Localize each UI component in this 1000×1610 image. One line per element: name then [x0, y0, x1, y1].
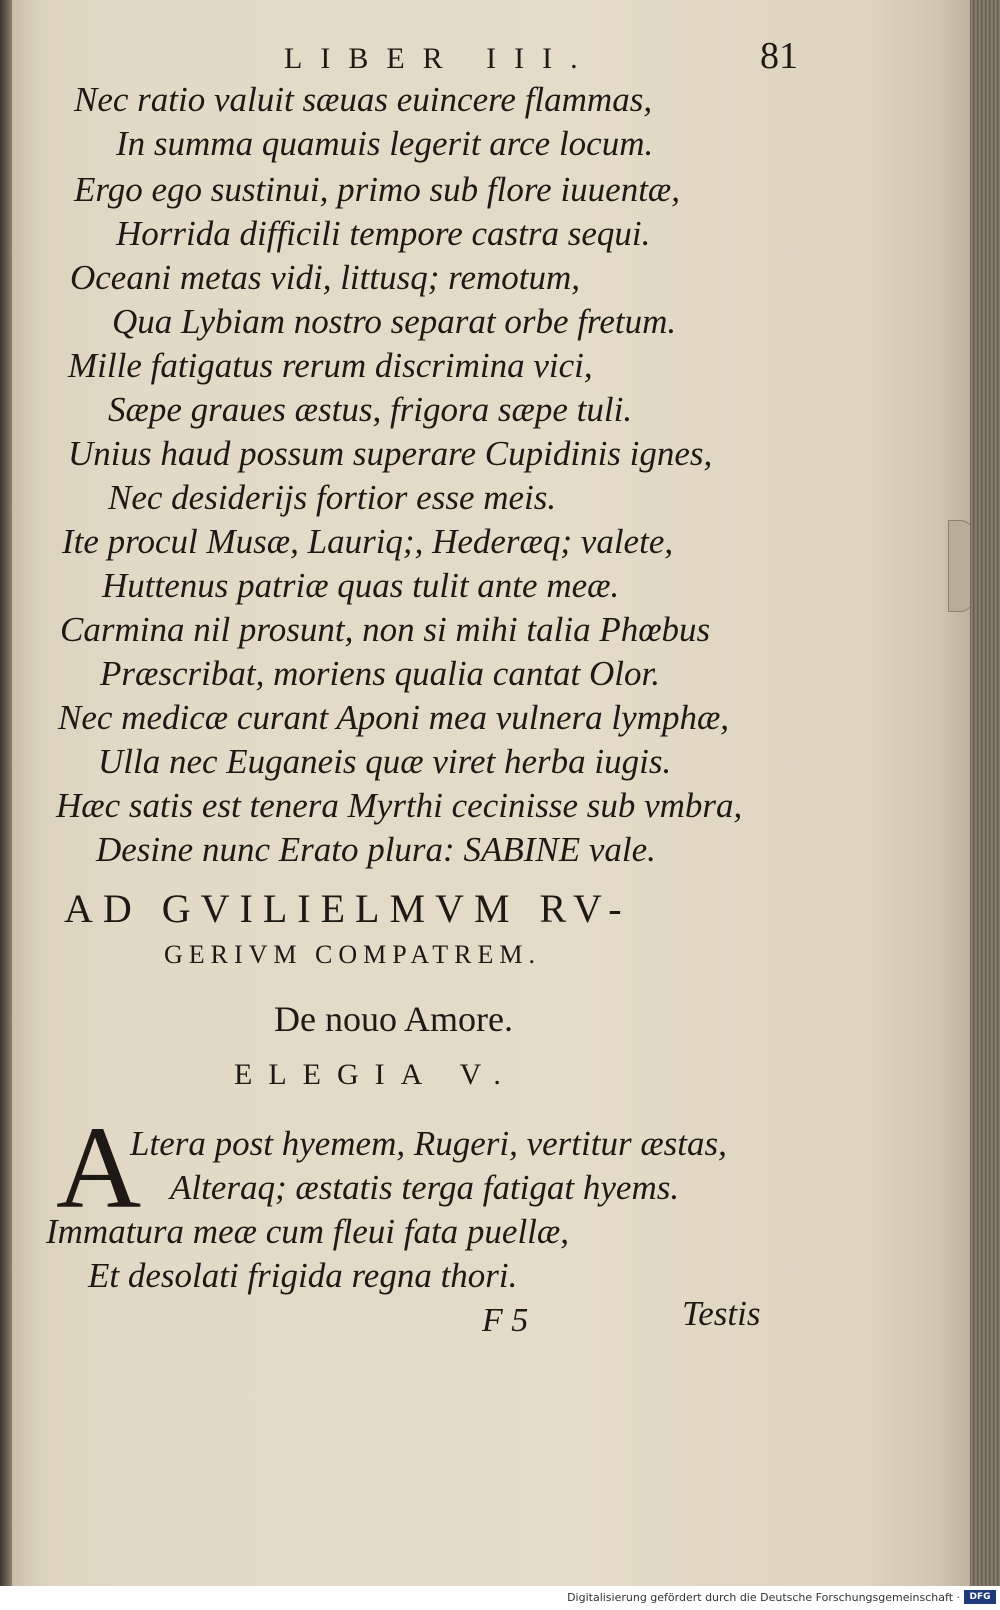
verse-line: Ite procul Musæ, Lauriq;, Hederæq; valete, — [62, 522, 674, 561]
verse-line: Ltera post hyemem, Rugeri, vertitur æstas, — [130, 1124, 727, 1163]
drop-capital: A — [56, 1102, 142, 1233]
elegia-number: ELEGIA V. — [234, 1058, 517, 1091]
verse-line: Mille fatigatus rerum discrimina vici, — [68, 346, 593, 385]
verse-line: Horrida difficili tempore castra sequi. — [116, 214, 651, 253]
poem-heading-line1: AD GVILIELMVM RV- — [64, 886, 632, 931]
verse-line: Nec ratio valuit sæuas euincere flammas, — [74, 80, 653, 119]
book-edge — [970, 0, 1000, 1586]
page-number: 81 — [760, 35, 798, 77]
verse-line: Ergo ego sustinui, primo sub flore iuuentæ, — [74, 170, 681, 209]
signature-mark: F 5 — [482, 1302, 529, 1339]
verse-line: Alteraq; æstatis terga fatigat hyems. — [170, 1168, 680, 1207]
dfg-logo: DFG — [964, 1590, 996, 1604]
verse-line: Desine nunc Erato plura: SABINE vale. — [96, 830, 656, 869]
book-gutter — [0, 0, 12, 1586]
poem-heading-line2: GERIVM COMPATREM. — [164, 940, 541, 969]
verse-line: Immatura meæ cum fleui fata puellæ, — [46, 1212, 570, 1251]
verse-line: In summa quamuis legerit arce locum. — [116, 124, 654, 163]
book-page — [12, 0, 970, 1586]
verse-line: Ulla nec Euganeis quæ viret herba iugis. — [98, 742, 672, 781]
poem-subtitle: De nouo Amore. — [274, 999, 513, 1039]
verse-line: Huttenus patriæ quas tulit ante meæ. — [102, 566, 620, 605]
verse-line: Nec medicæ curant Aponi mea vulnera lymphæ, — [58, 698, 730, 737]
verse-line: Unius haud possum superare Cupidinis ignes, — [68, 434, 713, 473]
verse-line: Nec desiderijs fortior esse meis. — [108, 478, 557, 517]
verse-line: Oceani metas vidi, littusq; remotum, — [70, 258, 581, 297]
catchword: Testis — [682, 1294, 761, 1333]
verse-line: Et desolati frigida regna thori. — [88, 1256, 518, 1295]
footer-bar — [0, 1586, 1000, 1610]
verse-line: Qua Lybiam nostro separat orbe fretum. — [112, 302, 677, 341]
verse-line: Præscribat, moriens qualia cantat Olor. — [100, 654, 661, 693]
verse-line: Sæpe graues æstus, frigora sæpe tuli. — [108, 390, 633, 429]
funding-credit: Digitalisierung gefördert durch die Deutsche Forschungsgemeinschaft · — [567, 1591, 960, 1604]
verse-line: Carmina nil prosunt, non si mihi talia Phœbus — [60, 610, 711, 649]
verse-line: Hæc satis est tenera Myrthi cecinisse sub vmbra, — [56, 786, 743, 825]
running-title: LIBER III. — [284, 42, 596, 75]
